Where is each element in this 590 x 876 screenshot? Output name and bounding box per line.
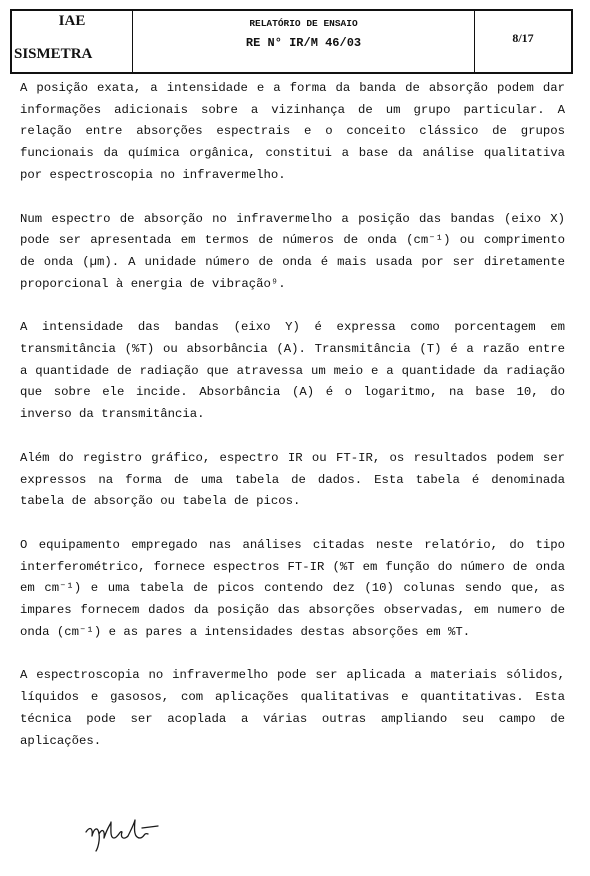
paragraph: A posição exata, a intensidade e a forma da banda de absorção podem dar informações adicionais sobre a vizinhança de um grupo particular. A relação entre absorções espectrais e o conceito clássico de grupos funcionais da química orgânica, constitui a base da análise qualitativa por espectroscopia no infravermelho. [20,81,565,182]
report-number: RE N° IR/M 46/03 [245,36,362,50]
report-header [10,9,573,74]
page-number: 8/17 [512,31,534,45]
handwritten-signature [84,818,169,854]
paragraph: A espectroscopia no infravermelho pode ser aplicada a materiais sólidos, líquidos e gasosos, com aplicações qualitativas e quantitativas. Esta técnica pode ser acoplada a várias outras ampliando seu campo de aplicações. [20,668,565,748]
report-title: RELATÓRIO DE ENSAIO [249,18,358,29]
organization-cell [12,11,133,72]
organization-division: SISMETRA [14,46,93,62]
paragraph: A intensidade das bandas (eixo Y) é expressa como porcentagem em transmitância (%T) ou absorbância (A). Transmitância (T) é a razão entre a quantidade de radiação que atravessa um meio e a quantidade da radiação que sobre ele incide. Absorbância (A) é o logaritmo, na base 10, do inverso da transmitância. [20,320,565,422]
paragraph: O equipamento empregado nas análises citadas neste relatório, do tipo interferométrico, fornece espectros FT-IR (%T em função do número de onda em cm⁻¹) e uma tabela de picos contendo dez (10) colunas sendo que, as impares fornecem dados da posição das absorções observadas, em numero de onda (cm⁻¹) e as pares a intensidades destas absorções em %T. [20,537,565,639]
organization-name: IAE [58,13,86,29]
document-body [20,78,565,752]
paragraph: Além do registro gráfico, espectro IR ou FT-IR, os resultados podem ser expressos na forma de uma tabela de dados. Esta tabela é denominada tabela de absorção ou tabela de picos. [20,450,565,509]
report-title-cell [133,11,475,72]
paragraph: Num espectro de absorção no infravermelho a posição das bandas (eixo X) pode ser apresentada em termos de números de onda (cm⁻¹) ou comprimento de onda (µm). A unidade número de onda é mais usada por ser diretamente proporcional à energia de vibração⁹. [20,211,565,291]
